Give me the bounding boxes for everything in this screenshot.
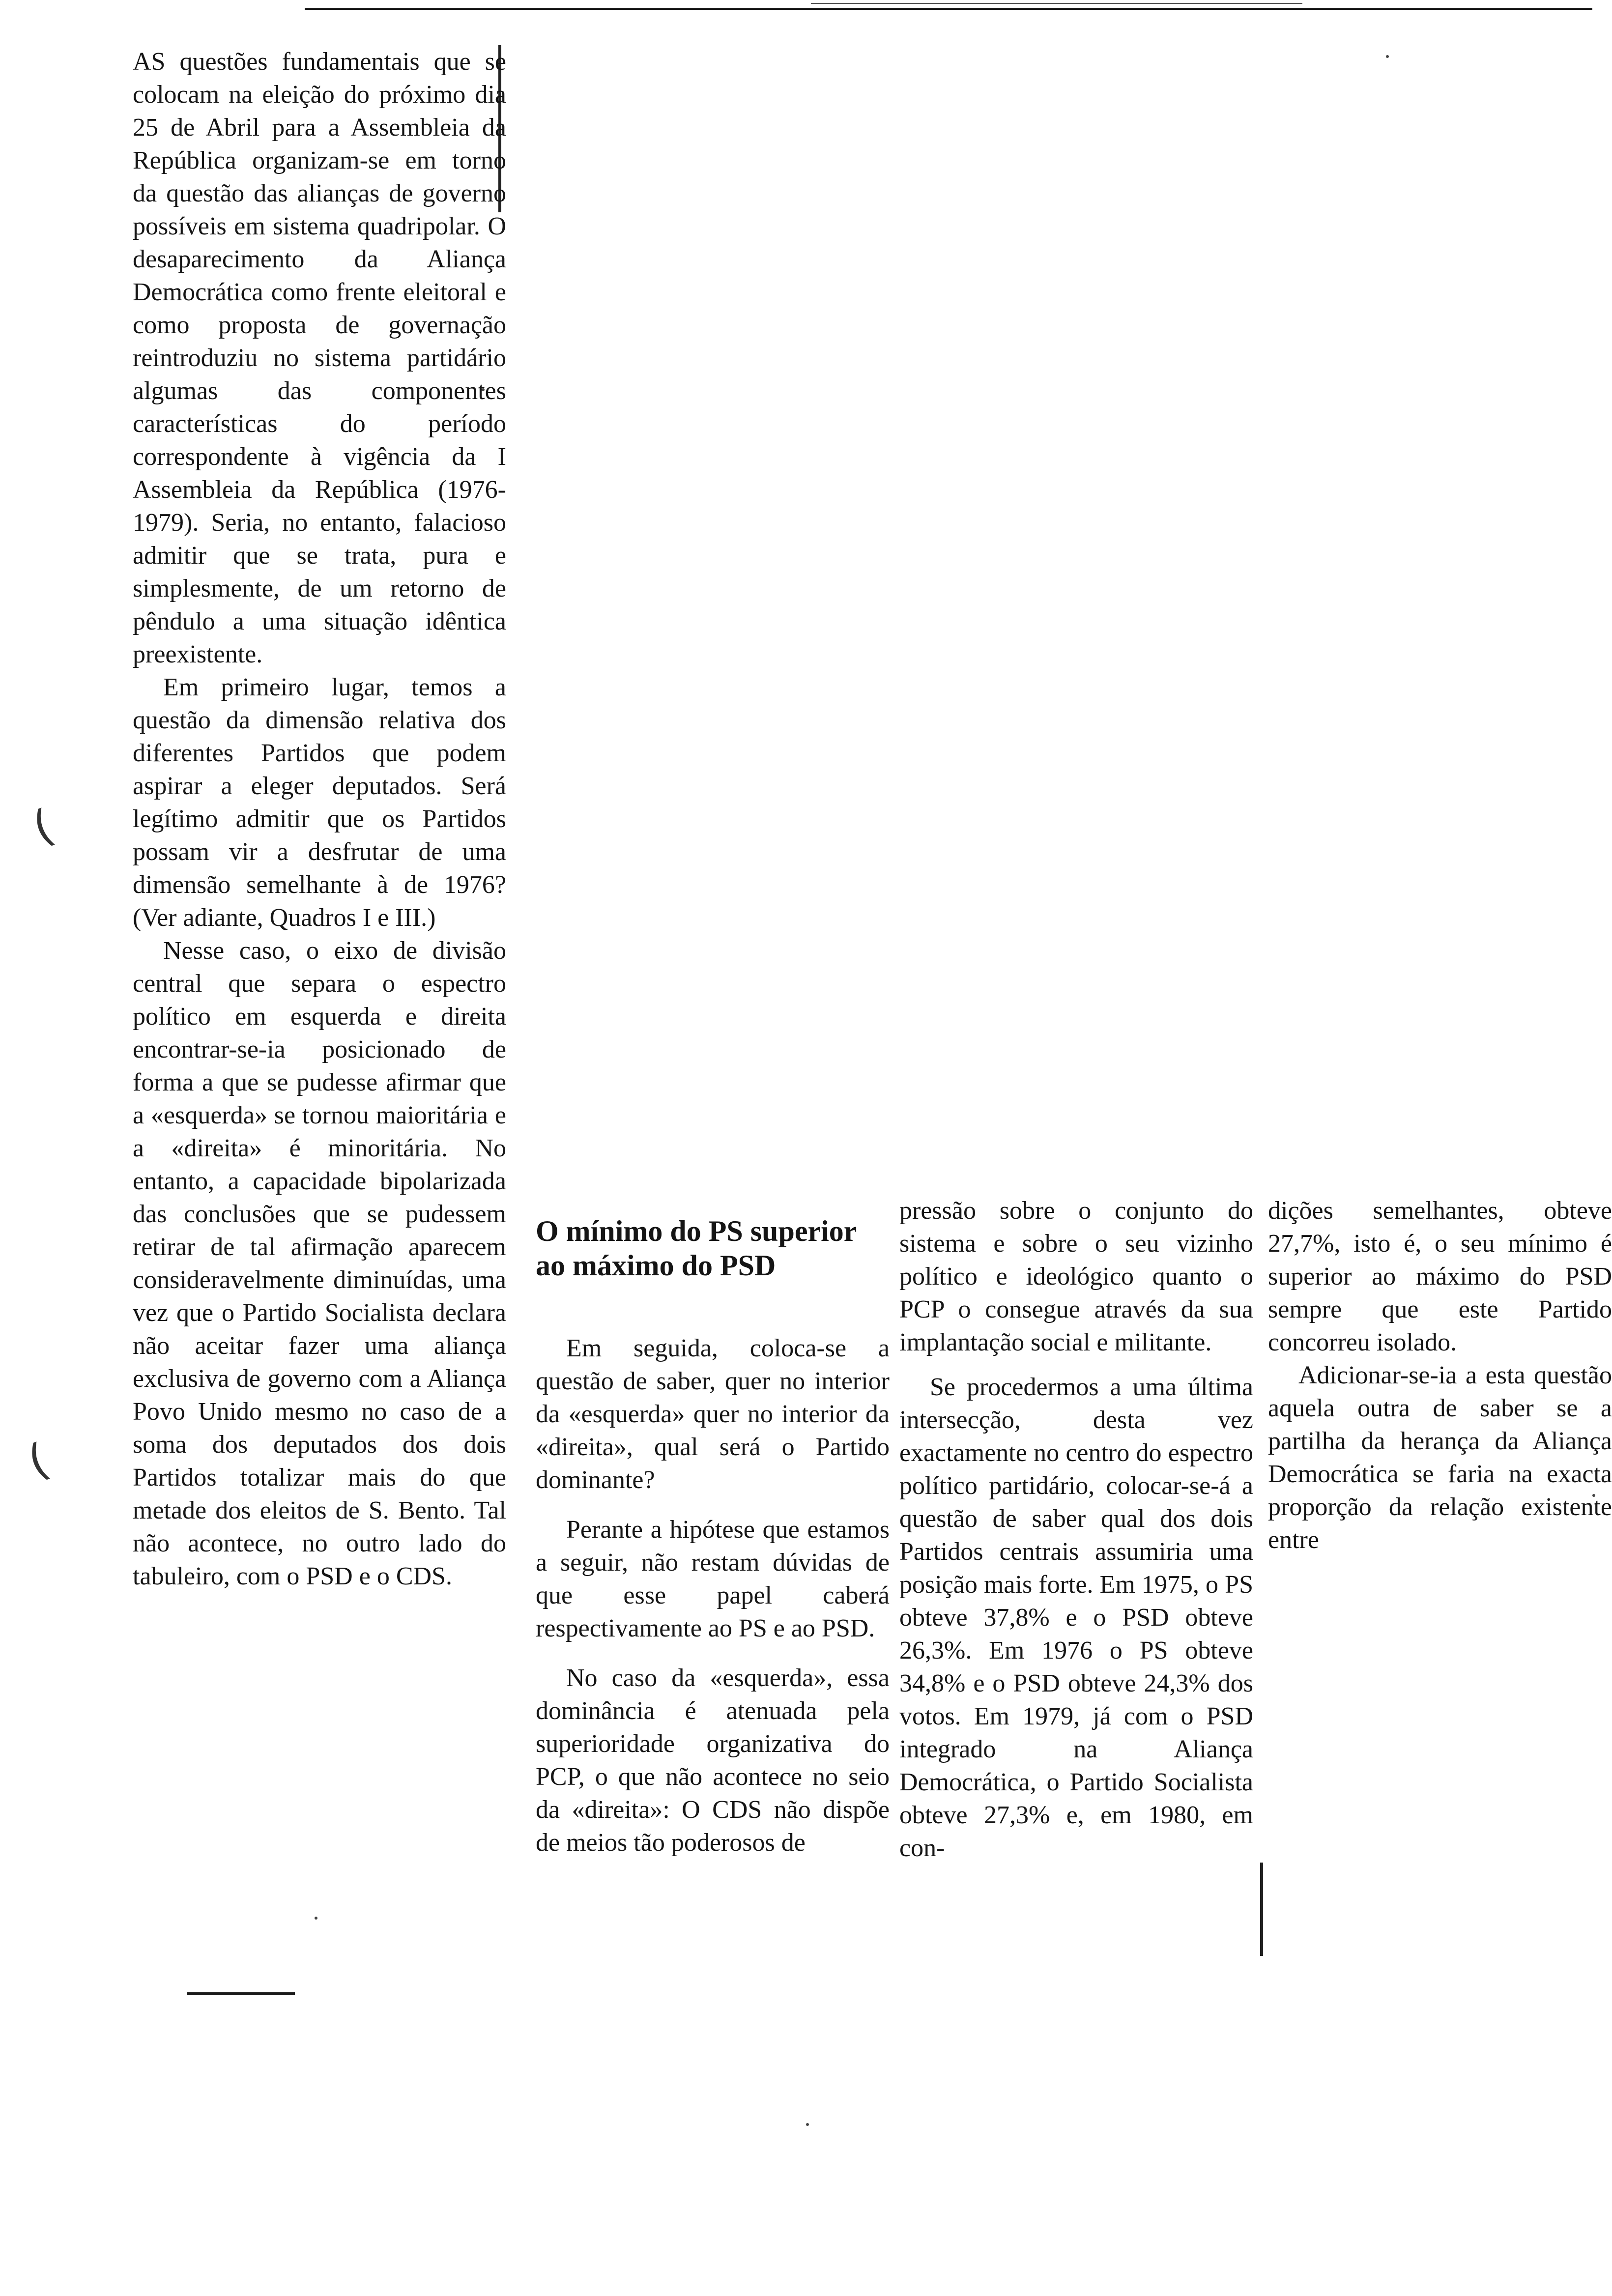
article-column-4: [1268, 1194, 1612, 1556]
top-rule: [305, 8, 1592, 10]
paragraph: Em seguida, coloca-se a questão de saber, quer no interior da «esquerda» quer no interior da «direita», qual será o Partido dominante?: [536, 1334, 890, 1494]
scan-speck: [315, 1917, 317, 1920]
paragraph: pressão sobre o conjunto do sistema e sobre o seu vizinho político e ideológico quanto o PCP o consegue através da sua implantação social e militante.: [899, 1197, 1253, 1356]
section-headline: O mínimo do PS superior ao máximo do PSD: [536, 1215, 857, 1282]
scan-mark-icon: (: [26, 800, 60, 854]
paragraph: dições semelhantes, obteve 27,7%, isto é, o seu mínimo é superior ao máximo do PSD sempre que este Partido concorreu isolado.: [1268, 1197, 1612, 1356]
article-end-rule: [187, 1992, 295, 1995]
article-column-3: [899, 1194, 1253, 1865]
paragraph: Em primeiro lugar, temos a questão da dimensão relativa dos diferentes Partidos que podem aspirar a eleger deputados. Será legítimo admitir que os Partidos possam vir a desfrutar de uma dimensão semelhante à de 1976? (Ver adiante, Quadros I e III.): [133, 673, 506, 932]
paragraph: Adicionar-se-ia a esta questão aquela outra de saber se a partilha da herança da Aliança Democrática se faria na exacta proporção da relação existente entre: [1268, 1361, 1612, 1554]
paragraph: No caso da «esquerda», essa dominância é atenuada pela superioridade organizativa do PCP, o que não acontece no seio da «direita»: O CDS não dispõe de meios tão poderosos de: [536, 1664, 890, 1857]
article-column-1: [133, 45, 506, 1593]
scan-speck: [1386, 55, 1389, 58]
paragraph: AS questões fundamentais que se colocam na eleição do próximo dia 25 de Abril para a Assembleia da República organizam-se em torno da questão das alianças de governo possíveis em sistema quadripolar. O desaparecimento da Aliança Democrática como frente eleitoral e como proposta de governação reintroduziu no sistema partidário algumas das componentes características do período correspondente à vigência da I Assembleia da República (1976-1979). Seria, no entanto, falacioso admitir que se trata, pura e simplesmente, de um retorno de pêndulo a uma situação idêntica preexistente.: [133, 48, 506, 668]
scan-speck: [806, 2123, 809, 2126]
article-column-2: [536, 1332, 890, 1859]
margin-bar-right: [1260, 1863, 1263, 1956]
paragraph: Perante a hipótese que estamos a seguir, não restam dúvidas de que esse papel caberá respectivamente ao PS e ao PSD.: [536, 1516, 890, 1642]
paragraph: Nesse caso, o eixo de divisão central que separa o espectro político em esquerda e direita encontrar-se-ia posicionado de forma a que se pudesse afirmar que a «esquerda» se tornou maioritária e a «direita» é minoritária. No entanto, a capacidade bipolarizada das conclusões que se pudessem retirar de tal afirmação aparecem consideravelmente diminuídas, uma vez que o Partido Socialista declara não aceitar fazer uma aliança exclusiva de governo com a Aliança Povo Unido mesmo no caso de a soma dos deputados dos dois Partidos totalizar mais do que metade dos eleitos de S. Bento. Tal não acontece, no outro lado do tabuleiro, com o PSD e o CDS.: [133, 937, 506, 1590]
top-rule-faint: [811, 3, 1302, 4]
paragraph: Se procedermos a uma última intersecção, desta vez exactamente no centro do espectro político partidário, colocar-se-á a questão de saber qual dos dois Partidos centrais assumiria uma posição mais forte. Em 1975, o PS obteve 37,8% e o PSD obteve 26,3%. Em 1976 o PS obteve 34,8% e o PSD obteve 24,3% dos votos. Em 1979, já com o PSD integrado na Aliança Democrática, o Partido Socialista obteve 27,3% e, em 1980, em con-: [899, 1373, 1253, 1862]
scan-mark-icon: (: [21, 1434, 56, 1488]
